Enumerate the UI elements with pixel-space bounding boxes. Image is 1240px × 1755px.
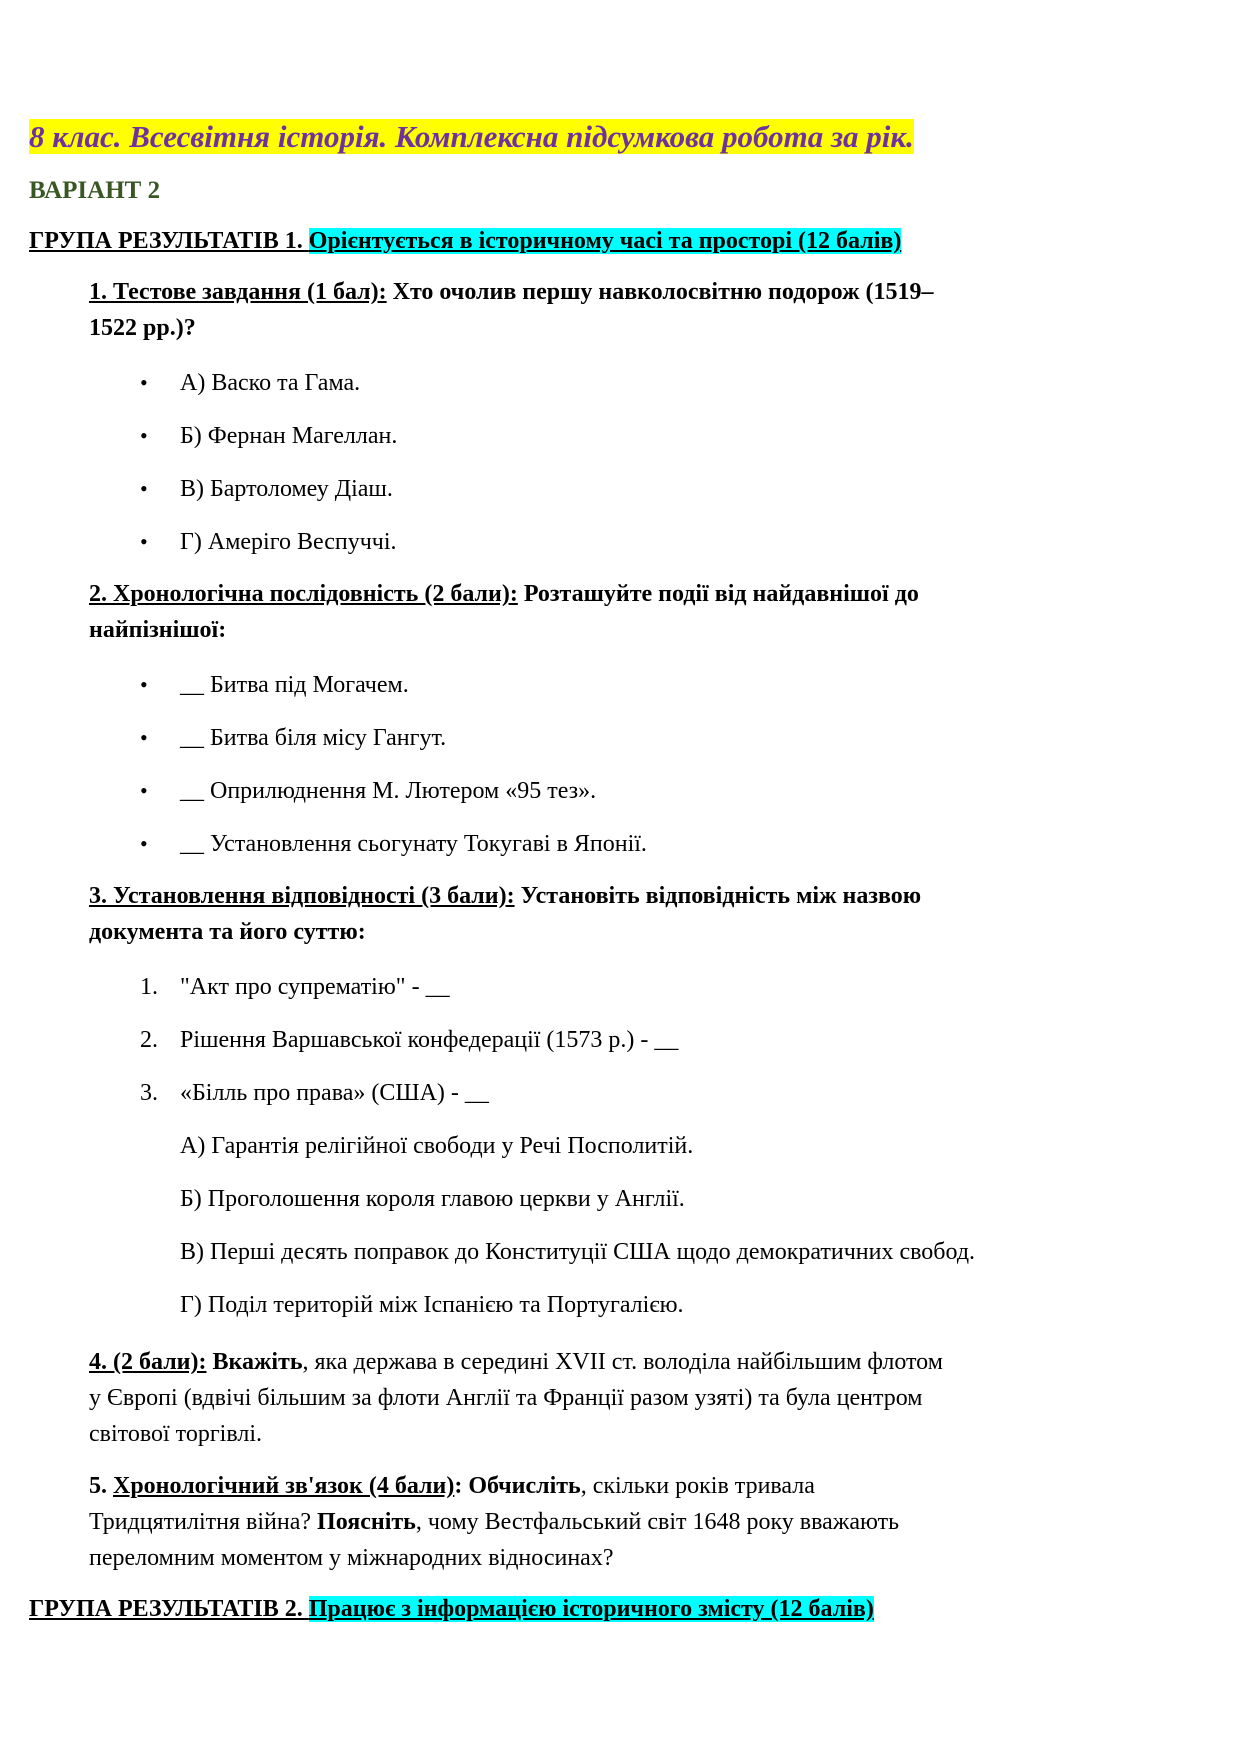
question-3-text-2: документа та його суттю: [89,919,366,945]
question-3 [89,878,1149,950]
q1-option-d: Г) Амеріго Веспуччі. [180,529,397,555]
question-5-text-2b: , чому Вестфальський світ 1648 року вважають [415,1509,900,1535]
question-4-label: 4. (2 бали): [89,1349,207,1375]
question-5-text-3: переломним моментом у міжнародних відносинах? [89,1545,614,1571]
list-number: 1. [140,974,158,1000]
question-5 [89,1468,1149,1576]
bullet-icon: • [140,831,148,856]
question-4 [89,1344,1149,1452]
bullet-icon: • [140,778,148,803]
q1-option-a: А) Васко та Гама. [180,370,361,396]
bullet-icon: • [140,529,148,554]
group-heading-1 [29,226,901,256]
bullet-icon: • [140,476,148,501]
question-5-text-2a: Тридцятилітня війна? [89,1509,318,1535]
group-1-prefix: ГРУПА РЕЗУЛЬТАТІВ 1. [29,228,309,254]
q3-answer-a: А) Гарантія релігійної свободи у Речі Посполитій. [180,1133,694,1159]
q3-answer-c: В) Перші десять поправок до Конституції США щодо демократичних свобод. [180,1239,976,1265]
question-5-colon: : [454,1473,463,1499]
question-1-text-2: 1522 рр.)? [89,315,196,341]
question-1 [89,274,1149,346]
q3-answer-b: Б) Проголошення короля главою церкви у Англії. [180,1186,685,1212]
q2-item-1: __ Битва під Могачем. [180,672,409,698]
question-5-text-1: , скільки років тривала [580,1473,815,1499]
question-4-text-1: , яка держава в середині XVII ст. володіла найбільшим флотом [302,1349,943,1375]
question-1-text-1: Хто очолив першу навколосвітню подорож (1519– [386,279,934,305]
group-2-highlight: Працює з інформацією історичного змісту (12 балів) [308,1596,874,1622]
bullet-icon: • [140,370,148,395]
question-5-bold-2: Поясніть [317,1509,416,1535]
question-5-bold-1: Обчисліть [462,1473,581,1499]
group-heading-2 [29,1594,874,1624]
question-2-text-2: найпізнішої: [89,617,227,643]
question-3-label: 3. Установлення відповідності (3 бали): [89,883,515,909]
variant-heading: ВАРІАНТ 2 [29,177,161,204]
bullet-icon: • [140,725,148,750]
q2-item-2: __ Битва біля місу Гангут. [180,725,447,751]
q3-item-3: «Білль про права» (США) - __ [180,1080,489,1106]
document-title [29,118,914,156]
question-4-text-3: світової торгівлі. [89,1421,263,1447]
q3-answer-d: Г) Поділ територій між Іспанією та Португалією. [180,1292,684,1318]
group-1-highlight: Орієнтується в історичному часі та просторі (12 балів) [308,228,902,254]
q3-item-2: Рішення Варшавської конфедерації (1573 р.) - __ [180,1027,679,1053]
question-2-label: 2. Хронологічна послідовність (2 бали): [89,581,518,607]
list-number: 3. [140,1080,158,1106]
q2-item-3: __ Оприлюднення М. Лютером «95 тез». [180,778,597,804]
bullet-icon: • [140,672,148,697]
list-number: 2. [140,1027,158,1053]
question-1-label: 1. Тестове завдання (1 бал): [89,279,387,305]
q1-option-b: Б) Фернан Магеллан. [180,423,398,449]
question-5-number: 5. [89,1473,113,1499]
bullet-icon: • [140,423,148,448]
question-5-label: Хронологічний зв'язок (4 бали) [113,1473,455,1499]
q3-item-1: "Акт про супрематію" - __ [180,974,450,1000]
question-2 [89,576,1149,648]
question-4-text-2: у Європі (вдвічі більшим за флоти Англії та Франції разом узяті) та була центром [89,1385,923,1411]
group-2-prefix: ГРУПА РЕЗУЛЬТАТІВ 2. [29,1596,309,1622]
question-3-text-1: Установіть відповідність між назвою [514,883,922,909]
title-text: 8 клас. Всесвітня історія. Комплексна підсумкова робота за рік. [29,119,914,154]
question-4-bold: Вкажіть [212,1349,303,1375]
q1-option-c: В) Бартоломеу Діаш. [180,476,393,502]
q2-item-4: __ Установлення сьогунату Токугаві в Японії. [180,831,647,857]
question-2-text-1: Розташуйте події від найдавнішої до [517,581,919,607]
